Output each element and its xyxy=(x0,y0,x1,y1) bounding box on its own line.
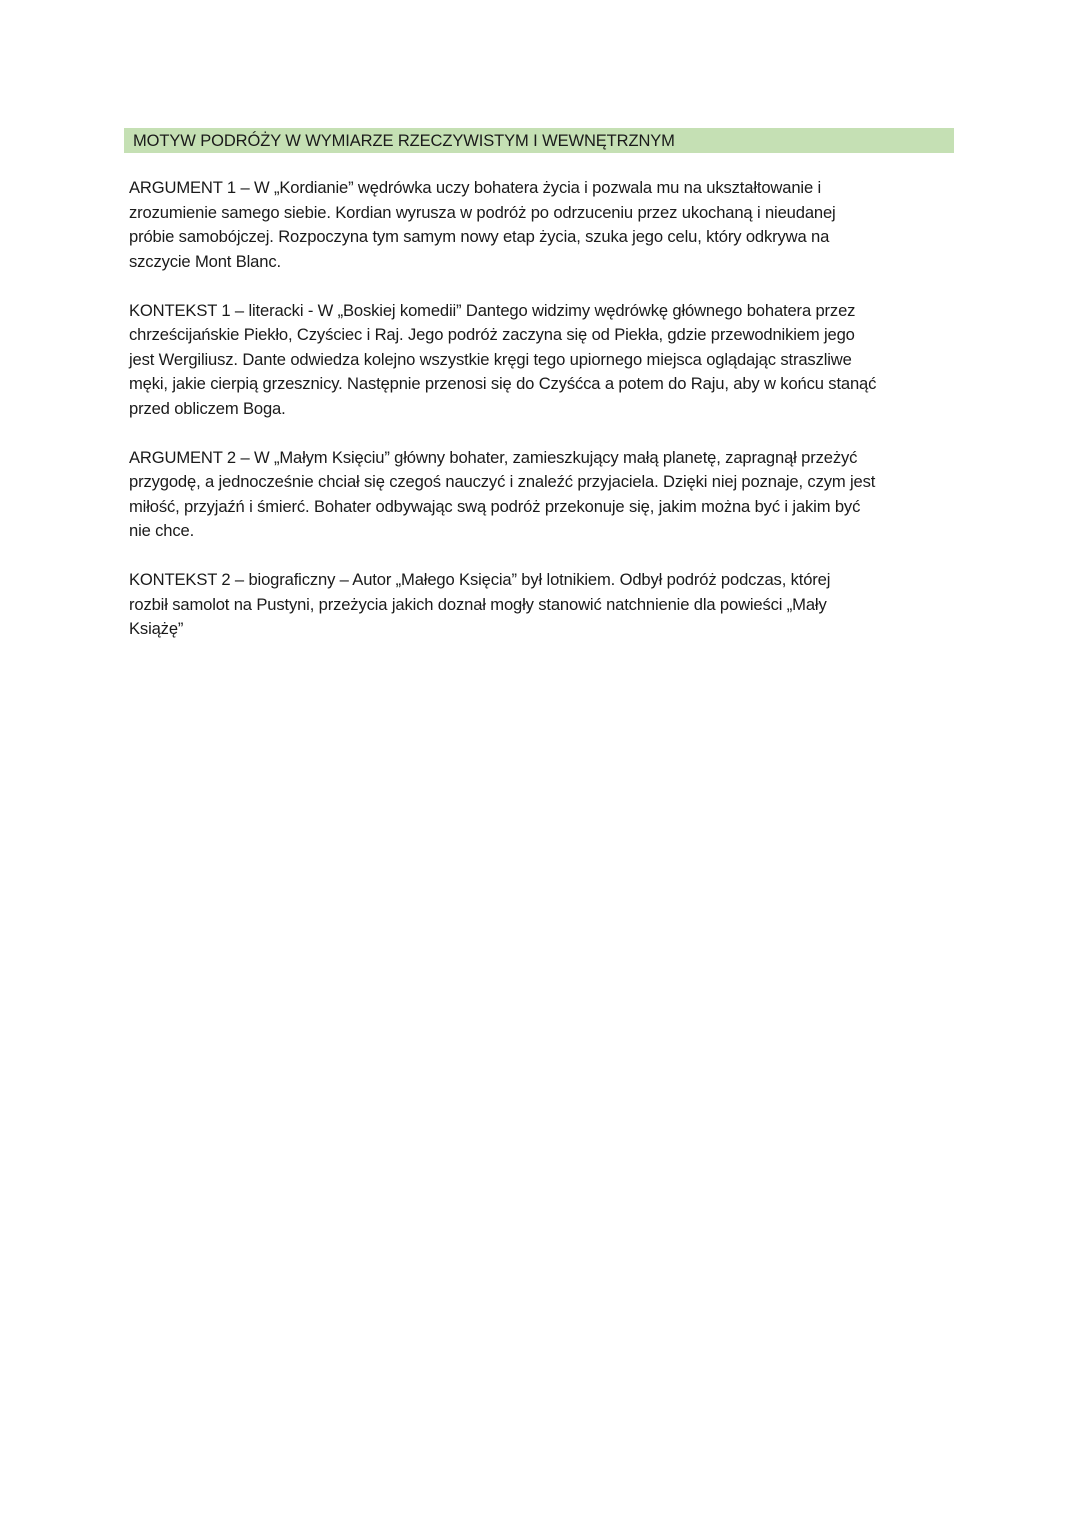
text-line: rozbił samolot na Pustyni, przeżycia jakich doznał mogły stanowić natchnienie dla powieści „Mały xyxy=(129,594,827,614)
paragraph-argument-1 xyxy=(129,176,959,274)
section-heading: MOTYW PODRÓŻY W WYMIARZE RZECZYWISTYM I WEWNĘTRZNYM xyxy=(133,132,675,150)
paragraph-context-2 xyxy=(129,568,959,642)
section-heading-highlight xyxy=(124,128,954,153)
text-line: ARGUMENT 1 – W „Kordianie” wędrówka uczy bohatera życia i pozwala mu na ukształtowanie i xyxy=(129,178,822,197)
text-line: przygodę, a jednocześnie chciał się czegoś nauczyć i znaleźć przyjaciela. Dzięki niej poznaje, czym jest xyxy=(129,472,876,491)
text-line: ARGUMENT 2 – W „Małym Księciu” główny bohater, zamieszkujący małą planetę, zapragnął przeżyć xyxy=(129,447,858,467)
text-line: nie chce. xyxy=(129,521,195,540)
paragraph-argument-2 xyxy=(129,446,959,544)
text-line: chrześcijańskie Piekło, Czyściec i Raj. Jego podróż zaczyna się od Piekła, gdzie przewodnikiem jego xyxy=(129,325,855,344)
text-line: próbie samobójczej. Rozpoczyna tym samym nowy etap życia, szuka jego celu, który odkrywa na xyxy=(129,227,830,246)
text-line: przed obliczem Boga. xyxy=(129,398,286,418)
text-line: męki, jakie cierpią grzesznicy. Następnie przenosi się do Czyśćca a potem do Raju, aby w końcu stanąć xyxy=(129,374,877,393)
text-line: miłość, przyjaźń i śmierć. Bohater odbywając swą podróż przekonuje się, jakim można być i jakim być xyxy=(129,496,861,516)
text-line: zrozumienie samego siebie. Kordian wyrusza w podróż po odrzuceniu przez ukochaną i nieudanej xyxy=(129,202,836,222)
text-line: szczycie Mont Blanc. xyxy=(129,251,281,271)
text-line: Książę” xyxy=(129,619,184,638)
paragraph-context-1 xyxy=(129,299,959,422)
text-line: KONTEKST 2 – biograficzny – Autor „Małego Księcia” był lotnikiem. Odbył podróż podczas, której xyxy=(129,570,831,589)
document-body xyxy=(129,176,959,666)
text-line: KONTEKST 1 – literacki - W „Boskiej komedii” Dantego widzimy wędrówkę głównego bohatera przez xyxy=(129,300,856,320)
text-line: jest Wergiliusz. Dante odwiedza kolejno wszystkie kręgi tego upiornego miejsca oglądając straszliwe xyxy=(129,349,852,369)
